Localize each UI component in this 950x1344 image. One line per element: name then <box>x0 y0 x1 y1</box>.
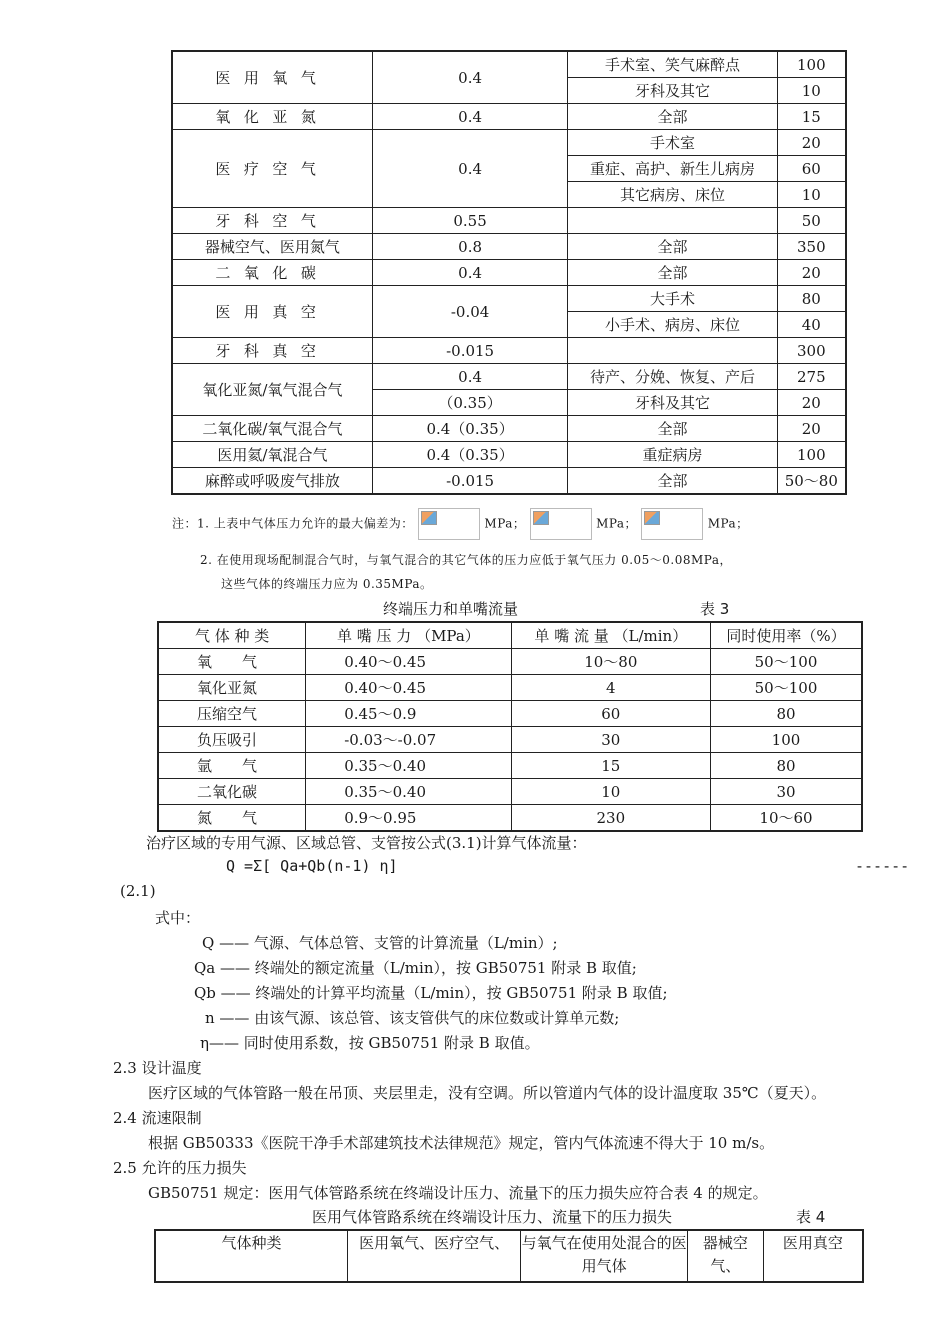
def-qb: Qb —— 终端处的计算平均流量（L/min），按 GB50751 附录 B 取值; <box>194 984 668 1002</box>
table-cell: 10～80 <box>511 649 710 675</box>
note-2-line-2: 这些气体的终端压力应为 0.35MPa。 <box>221 577 433 591</box>
def-qa: Qa —— 终端处的额定流量（L/min），按 GB50751 附录 B 取值; <box>194 959 637 977</box>
area-cell: 牙科及其它 <box>568 390 777 416</box>
pressure-cell: 0.4 <box>372 364 567 390</box>
area-cell <box>568 338 777 364</box>
gas-name-cell: 医疗空气 <box>172 130 372 208</box>
flow-cell: 100 <box>777 51 846 78</box>
area-cell: 全部 <box>568 416 777 442</box>
section-2-4-body: 根据 GB50333《医院干净手术部建筑技术法律规范》规定，管内气体流速不得大于 10 m/s。 <box>148 1134 775 1152</box>
unit-text: MPa； <box>596 516 638 531</box>
section-2-4-heading: 2.4 流速限制 <box>113 1109 202 1127</box>
area-cell: 全部 <box>568 468 777 495</box>
header-cell: 与氧气在使用处混合的医用气体 <box>521 1230 687 1282</box>
gas-name-cell: 二氧化碳/氧气混合气 <box>172 416 372 442</box>
table-row <box>172 234 846 260</box>
gas-name-cell: 医用真空 <box>172 286 372 338</box>
def-n: n —— 由该气源、该总管、该支管供气的床位数或计算单元数; <box>205 1009 620 1027</box>
formula-where: 式中： <box>155 909 201 927</box>
flow-cell: 20 <box>777 130 846 156</box>
terminal-pressure-table <box>157 621 863 832</box>
gas-name-cell: 医用氧气 <box>172 51 372 104</box>
unit-text: MPa； <box>707 516 749 531</box>
note-1 <box>172 508 749 540</box>
unit-text: MPa； <box>484 516 526 531</box>
flow-cell: 10 <box>777 182 846 208</box>
pressure-cell: 0.8 <box>372 234 567 260</box>
table-cell: 0.40～0.45 <box>306 649 511 675</box>
table-cell: 80 <box>711 753 863 779</box>
table-cell: 30 <box>511 727 710 753</box>
area-cell: 手术室、笑气麻醉点 <box>568 51 777 78</box>
table-cell: 0.45～0.9 <box>306 701 511 727</box>
formula-intro: 治疗区域的专用气源、区域总管、支管按公式(3.1)计算气体流量： <box>146 834 587 852</box>
area-cell: 重症病房 <box>568 442 777 468</box>
flow-cell: 40 <box>777 312 846 338</box>
pressure-cell: 0.4 <box>372 260 567 286</box>
table-row <box>158 701 862 727</box>
broken-image-icon <box>530 508 592 540</box>
table-row <box>172 104 846 130</box>
flow-cell: 50～80 <box>777 468 846 495</box>
broken-image-icon <box>418 508 480 540</box>
flow-cell: 15 <box>777 104 846 130</box>
flow-cell: 60 <box>777 156 846 182</box>
table-3-label: 表 3 <box>700 600 730 618</box>
header-cell: 单 嘴 压 力 （MPa） <box>306 622 511 649</box>
table-row <box>172 130 846 156</box>
gas-name-cell: 麻醉或呼吸废气排放 <box>172 468 372 495</box>
table-row <box>172 51 846 78</box>
table-cell: 230 <box>511 805 710 832</box>
header-cell: 气体种类 <box>155 1230 347 1282</box>
flow-cell: 20 <box>777 390 846 416</box>
pressure-cell: -0.015 <box>372 338 567 364</box>
table-cell: 氧化亚氮 <box>158 675 306 701</box>
table-row <box>158 675 862 701</box>
pressure-cell: 0.4 <box>372 130 567 208</box>
broken-image-icon <box>641 508 703 540</box>
flow-cell: 275 <box>777 364 846 390</box>
table-cell: 二氧化碳 <box>158 779 306 805</box>
flow-cell: 100 <box>777 442 846 468</box>
area-cell <box>568 208 777 234</box>
table-row <box>172 442 846 468</box>
table-3-title: 终端压力和单嘴流量 <box>383 600 519 618</box>
table-row <box>172 338 846 364</box>
gas-name-cell: 二氧化碳 <box>172 260 372 286</box>
table-cell: 15 <box>511 753 710 779</box>
table-row <box>172 468 846 495</box>
area-cell: 手术室 <box>568 130 777 156</box>
table-row <box>158 805 862 832</box>
table-cell: 负压吸引 <box>158 727 306 753</box>
flow-cell: 20 <box>777 260 846 286</box>
table-row <box>158 779 862 805</box>
table-cell: 压缩空气 <box>158 701 306 727</box>
gas-name-cell: 氧化亚氮 <box>172 104 372 130</box>
header-cell: 单 嘴 流 量 （L/min） <box>511 622 710 649</box>
flow-cell: 300 <box>777 338 846 364</box>
table-cell: 0.35～0.40 <box>306 753 511 779</box>
note-2-line-1: 2. 在使用现场配制混合气时，与氧气混合的其它气体的压力应低于氧气压力 0.05～0.08MPa， <box>200 553 732 567</box>
table-cell: 4 <box>511 675 710 701</box>
def-eta: η—— 同时使用系数，按 GB50751 附录 B 取值。 <box>200 1034 540 1052</box>
table-header-row <box>155 1230 863 1282</box>
area-cell: 小手术、病房、床位 <box>568 312 777 338</box>
table-cell: 0.35～0.40 <box>306 779 511 805</box>
gas-name-cell: 器械空气、医用氮气 <box>172 234 372 260</box>
header-cell: 医用真空 <box>763 1230 863 1282</box>
pressure-cell: 0.4（0.35） <box>372 416 567 442</box>
flow-cell: 10 <box>777 78 846 104</box>
section-2-5-body: GB50751 规定：医用气体管路系统在终端设计压力、流量下的压力损失应符合表 4 的规定。 <box>148 1184 768 1202</box>
table-row <box>158 727 862 753</box>
pressure-cell: 0.4 <box>372 51 567 104</box>
area-cell: 全部 <box>568 260 777 286</box>
pressure-cell: 0.4（0.35） <box>372 442 567 468</box>
table-cell: 60 <box>511 701 710 727</box>
table-header-row <box>158 622 862 649</box>
table-row <box>172 364 846 390</box>
table-cell: 100 <box>711 727 863 753</box>
table-4-label: 表 4 <box>796 1208 826 1226</box>
pressure-cell: 0.4 <box>372 104 567 130</box>
area-cell: 大手术 <box>568 286 777 312</box>
flow-cell: 350 <box>777 234 846 260</box>
header-cell: 同时使用率（%） <box>711 622 863 649</box>
gas-name-cell: 牙科空气 <box>172 208 372 234</box>
table-cell: 氮 气 <box>158 805 306 832</box>
gas-pressure-flow-table <box>171 50 847 495</box>
table-cell: 10～60 <box>711 805 863 832</box>
gas-name-cell: 牙科真空 <box>172 338 372 364</box>
table-row <box>172 260 846 286</box>
table-row <box>158 649 862 675</box>
pressure-cell: -0.04 <box>372 286 567 338</box>
area-cell: 其它病房、床位 <box>568 182 777 208</box>
table-row <box>172 286 846 312</box>
pressure-loss-table <box>154 1229 864 1283</box>
section-2-3-heading: 2.3 设计温度 <box>113 1059 202 1077</box>
area-cell: 全部 <box>568 104 777 130</box>
formula-dashes: ------ <box>855 857 910 875</box>
table-4-title: 医用气体管路系统在终端设计压力、流量下的压力损失 <box>312 1208 673 1226</box>
area-cell: 待产、分娩、恢复、产后 <box>568 364 777 390</box>
table-cell: 氧 气 <box>158 649 306 675</box>
area-cell: 牙科及其它 <box>568 78 777 104</box>
table-cell: 0.40～0.45 <box>306 675 511 701</box>
flow-cell: 20 <box>777 416 846 442</box>
formula-equation: Q =Σ[ Qa+Qb(n-1) η] <box>226 857 398 875</box>
table-cell: 50～100 <box>711 649 863 675</box>
gas-name-cell: 氧化亚氮/氧气混合气 <box>172 364 372 416</box>
table-row <box>172 416 846 442</box>
table-cell: 50～100 <box>711 675 863 701</box>
pressure-cell: （0.35） <box>372 390 567 416</box>
area-cell: 全部 <box>568 234 777 260</box>
header-cell: 医用氧气、医疗空气、 <box>347 1230 521 1282</box>
table-row <box>172 208 846 234</box>
pressure-cell: -0.015 <box>372 468 567 495</box>
note-1-text: 注：1. 上表中气体压力允许的最大偏差为： <box>172 516 414 531</box>
table-cell: 80 <box>711 701 863 727</box>
section-2-3-body: 医疗区域的气体管路一般在吊顶、夹层里走，没有空调。所以管道内气体的设计温度取 35℃（夏天）。 <box>148 1084 827 1102</box>
formula-number: (2.1) <box>120 882 156 900</box>
table-cell: 10 <box>511 779 710 805</box>
header-cell: 气 体 种 类 <box>158 622 306 649</box>
flow-cell: 50 <box>777 208 846 234</box>
def-q: Q —— 气源、气体总管、支管的计算流量（L/min）; <box>202 934 558 952</box>
area-cell: 重症、高护、新生儿病房 <box>568 156 777 182</box>
table-row <box>158 753 862 779</box>
header-cell: 器械空气、 <box>687 1230 763 1282</box>
pressure-cell: 0.55 <box>372 208 567 234</box>
table-cell: 氩 气 <box>158 753 306 779</box>
flow-cell: 80 <box>777 286 846 312</box>
table-cell: 0.9～0.95 <box>306 805 511 832</box>
gas-name-cell: 医用氦/氧混合气 <box>172 442 372 468</box>
section-2-5-heading: 2.5 允许的压力损失 <box>113 1159 247 1177</box>
table-cell: -0.03～-0.07 <box>306 727 511 753</box>
table-cell: 30 <box>711 779 863 805</box>
